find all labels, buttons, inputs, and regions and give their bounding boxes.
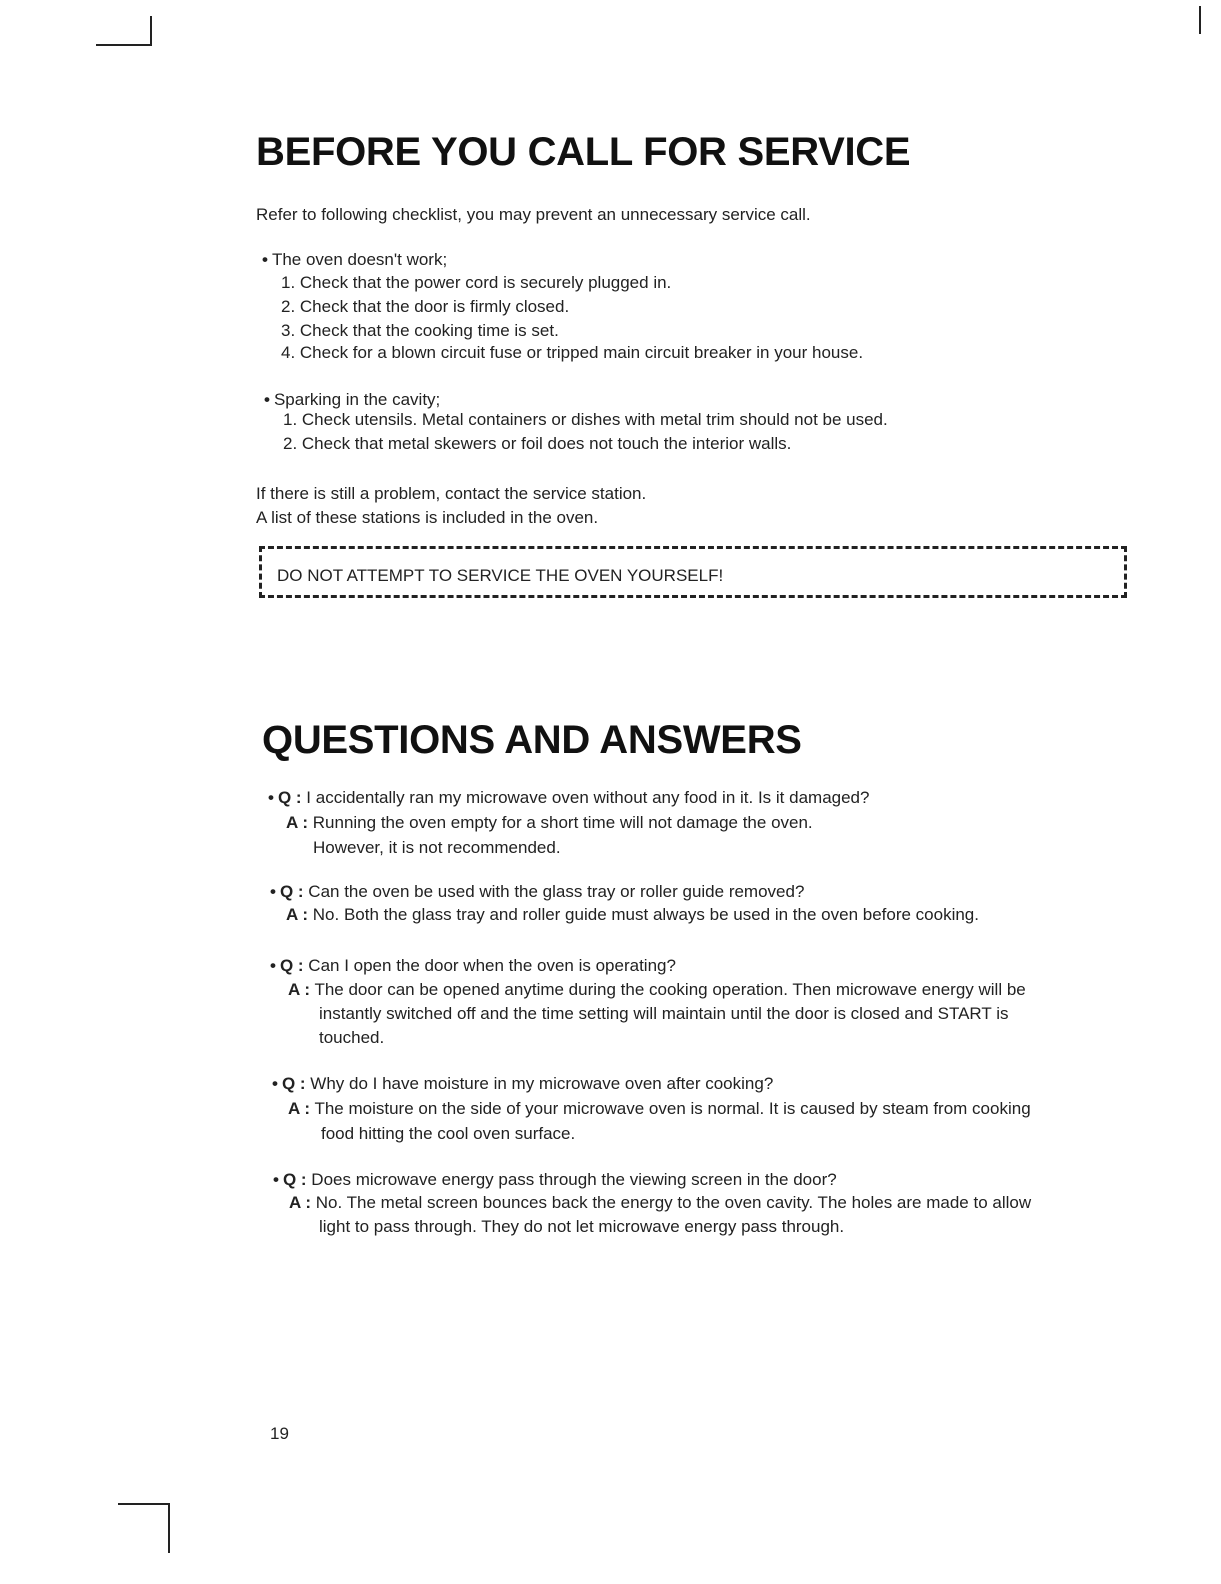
checklist-item: 3. Check that the cooking time is set. — [281, 321, 559, 340]
crop-mark-bottom-left-v — [168, 1503, 170, 1553]
bullet-icon: • — [270, 956, 276, 975]
crop-mark-top-left-v — [150, 16, 152, 46]
checklist-heading-sparking: • Sparking in the cavity; — [264, 390, 441, 409]
crop-mark-top-right — [1199, 6, 1201, 34]
crop-mark-bottom-left-h — [118, 1503, 170, 1505]
qa-answer: A : The moisture on the side of your microwave oven is normal. It is caused by steam from cooking — [288, 1099, 1031, 1118]
checklist-item: 4. Check for a blown circuit fuse or tripped main circuit breaker in your house. — [281, 343, 864, 362]
qa-answer-cont: food hitting the cool oven surface. — [321, 1124, 576, 1143]
checklist-heading-oven: • The oven doesn't work; — [262, 250, 448, 269]
contact-line: If there is still a problem, contact the service station. — [256, 484, 647, 503]
contact-line: A list of these stations is included in the oven. — [256, 508, 599, 527]
bullet-icon: • — [264, 390, 270, 409]
qa-answer-cont: instantly switched off and the time setting will maintain until the door is closed and START is — [319, 1004, 1009, 1023]
qa-title: QUESTIONS AND ANSWERS — [262, 718, 802, 762]
qa-answer-cont: light to pass through. They do not let microwave energy pass through. — [319, 1217, 845, 1236]
bullet-icon: • — [262, 250, 268, 269]
bullet-icon: • — [273, 1170, 279, 1189]
bullet-icon: • — [268, 788, 274, 807]
qa-question: • Q : Does microwave energy pass through the viewing screen in the door? — [273, 1170, 837, 1189]
checklist-item: 2. Check that metal skewers or foil does not touch the interior walls. — [283, 434, 792, 453]
bullet-icon: • — [272, 1074, 278, 1093]
checklist-item: 2. Check that the door is firmly closed. — [281, 297, 570, 316]
qa-answer-cont: However, it is not recommended. — [313, 838, 561, 857]
qa-question: • Q : Why do I have moisture in my microwave oven after cooking? — [272, 1074, 774, 1093]
qa-question: • Q : Can the oven be used with the glass tray or roller guide removed? — [270, 882, 805, 901]
page-number: 19 — [270, 1424, 289, 1443]
bullet-icon: • — [270, 882, 276, 901]
checklist-item: 1. Check utensils. Metal containers or dishes with metal trim should not be used. — [283, 410, 888, 429]
qa-answer: A : No. Both the glass tray and roller guide must always be used in the oven before cooking. — [286, 905, 979, 924]
service-title: BEFORE YOU CALL FOR SERVICE — [256, 130, 911, 174]
service-intro: Refer to following checklist, you may prevent an unnecessary service call. — [256, 205, 811, 224]
crop-mark-top-left-h — [96, 44, 152, 46]
qa-answer: A : The door can be opened anytime during the cooking operation. Then microwave energy will be — [288, 980, 1026, 999]
qa-answer: A : No. The metal screen bounces back the energy to the oven cavity. The holes are made to allow — [289, 1193, 1032, 1212]
qa-answer-cont: touched. — [319, 1028, 385, 1047]
qa-answer: A : Running the oven empty for a short time will not damage the oven. — [286, 813, 813, 832]
qa-question: • Q : Can I open the door when the oven is operating? — [270, 956, 676, 975]
qa-question: • Q : I accidentally ran my microwave oven without any food in it. Is it damaged? — [268, 788, 870, 807]
checklist-item: 1. Check that the power cord is securely plugged in. — [281, 273, 672, 292]
warning-text: DO NOT ATTEMPT TO SERVICE THE OVEN YOURSELF! — [277, 566, 724, 585]
